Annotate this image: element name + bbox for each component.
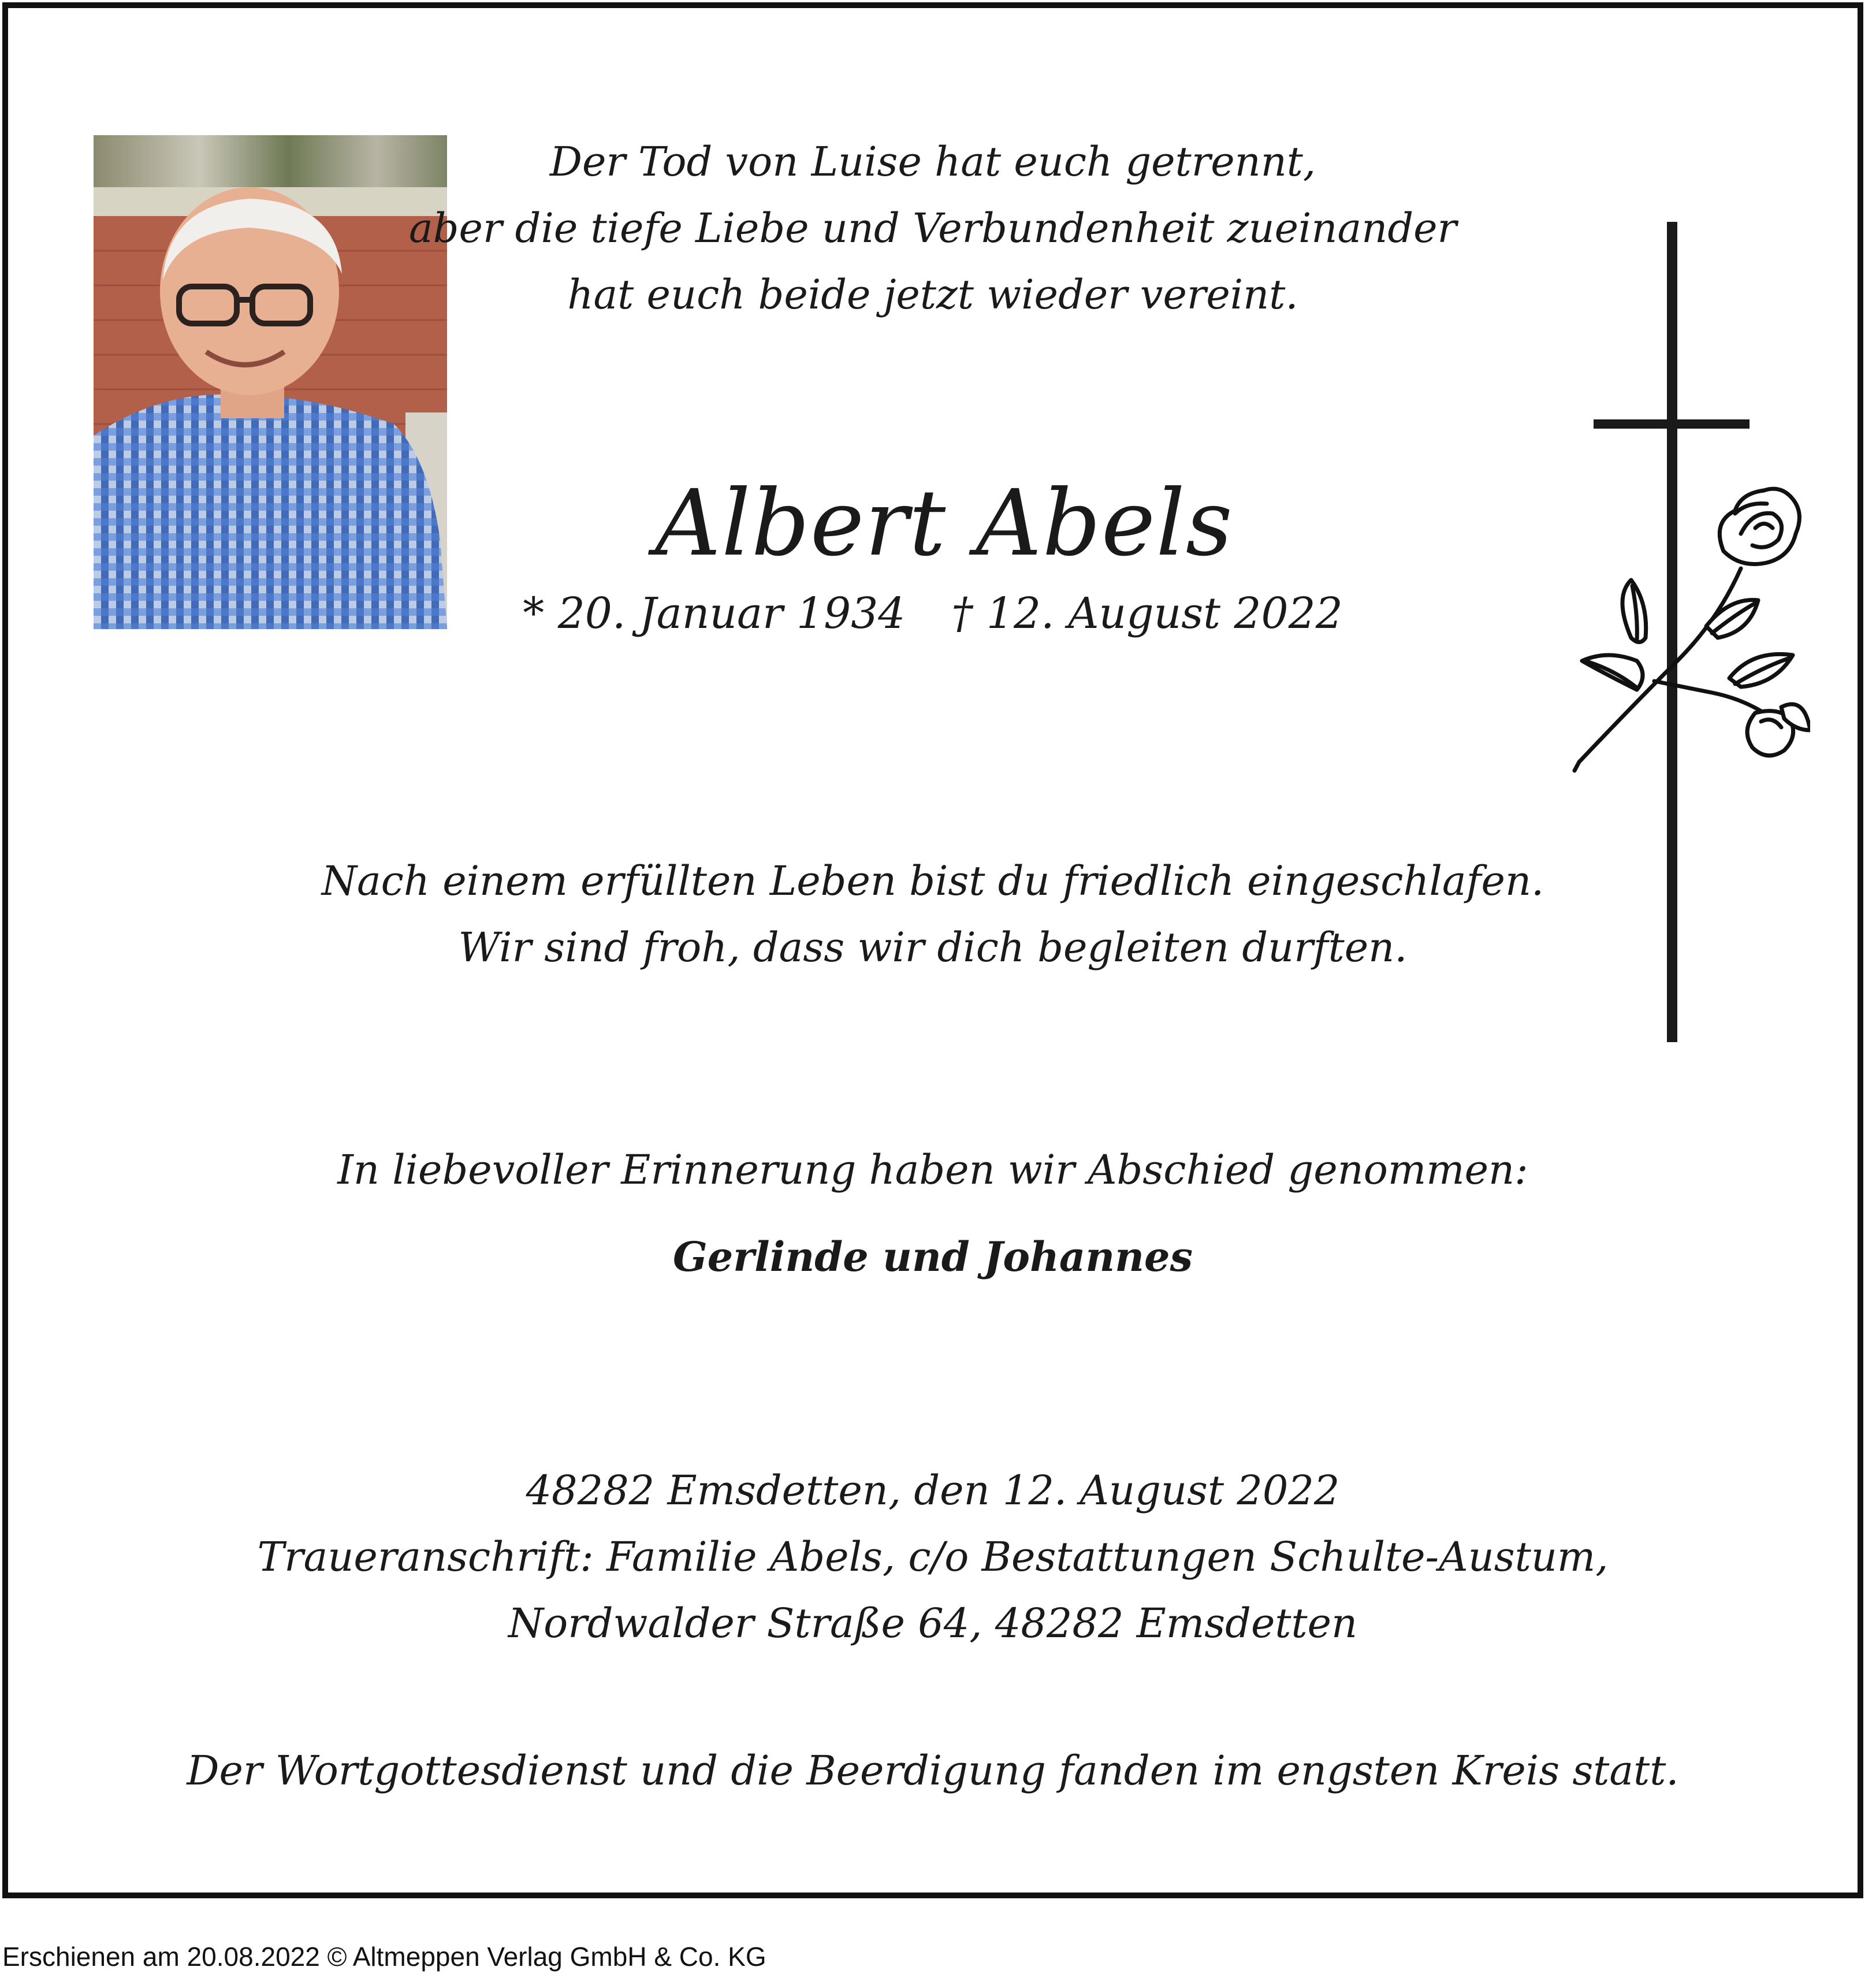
mourning-address-line-1: Traueranschrift: Familie Abels, c/o Bestattungen Schulte-Austum, xyxy=(257,1533,1609,1581)
mourning-address-line-2: Nordwalder Straße 64, 48282 Emsdetten xyxy=(508,1600,1358,1647)
farewell-line-2: Wir sind froh, dass wir dich begleiten durften. xyxy=(458,924,1408,971)
remembrance-text: In liebevoller Erinnerung haben wir Abschied genommen: xyxy=(337,1146,1528,1194)
death-date: † 12. August 2022 xyxy=(951,589,1343,638)
publication-footer: Erschienen am 20.08.2022 © Altmeppen Verlag GmbH & Co. KG xyxy=(2,1942,766,1972)
cross-with-rose-icon xyxy=(1568,222,1810,1042)
obituary-notice xyxy=(2,2,1863,1898)
family-names: Gerlinde und Johannes xyxy=(672,1233,1193,1281)
deceased-name: Albert Abels xyxy=(655,470,1233,577)
verse-line-2: aber die tiefe Liebe und Verbundenheit zueinander xyxy=(408,205,1457,252)
birth-date: * 20. Januar 1934 xyxy=(523,589,906,638)
service-note: Der Wortgottesdienst und die Beerdigung fanden im engsten Kreis statt. xyxy=(187,1747,1679,1794)
verse-line-1: Der Tod von Luise hat euch getrennt, xyxy=(549,138,1316,185)
place-date-line: 48282 Emsdetten, den 12. August 2022 xyxy=(526,1467,1340,1514)
farewell-line-1: Nach einem erfüllten Leben bist du friedlich eingeschlafen. xyxy=(321,857,1544,905)
verse-line-3: hat euch beide jetzt wieder vereint. xyxy=(567,271,1298,318)
